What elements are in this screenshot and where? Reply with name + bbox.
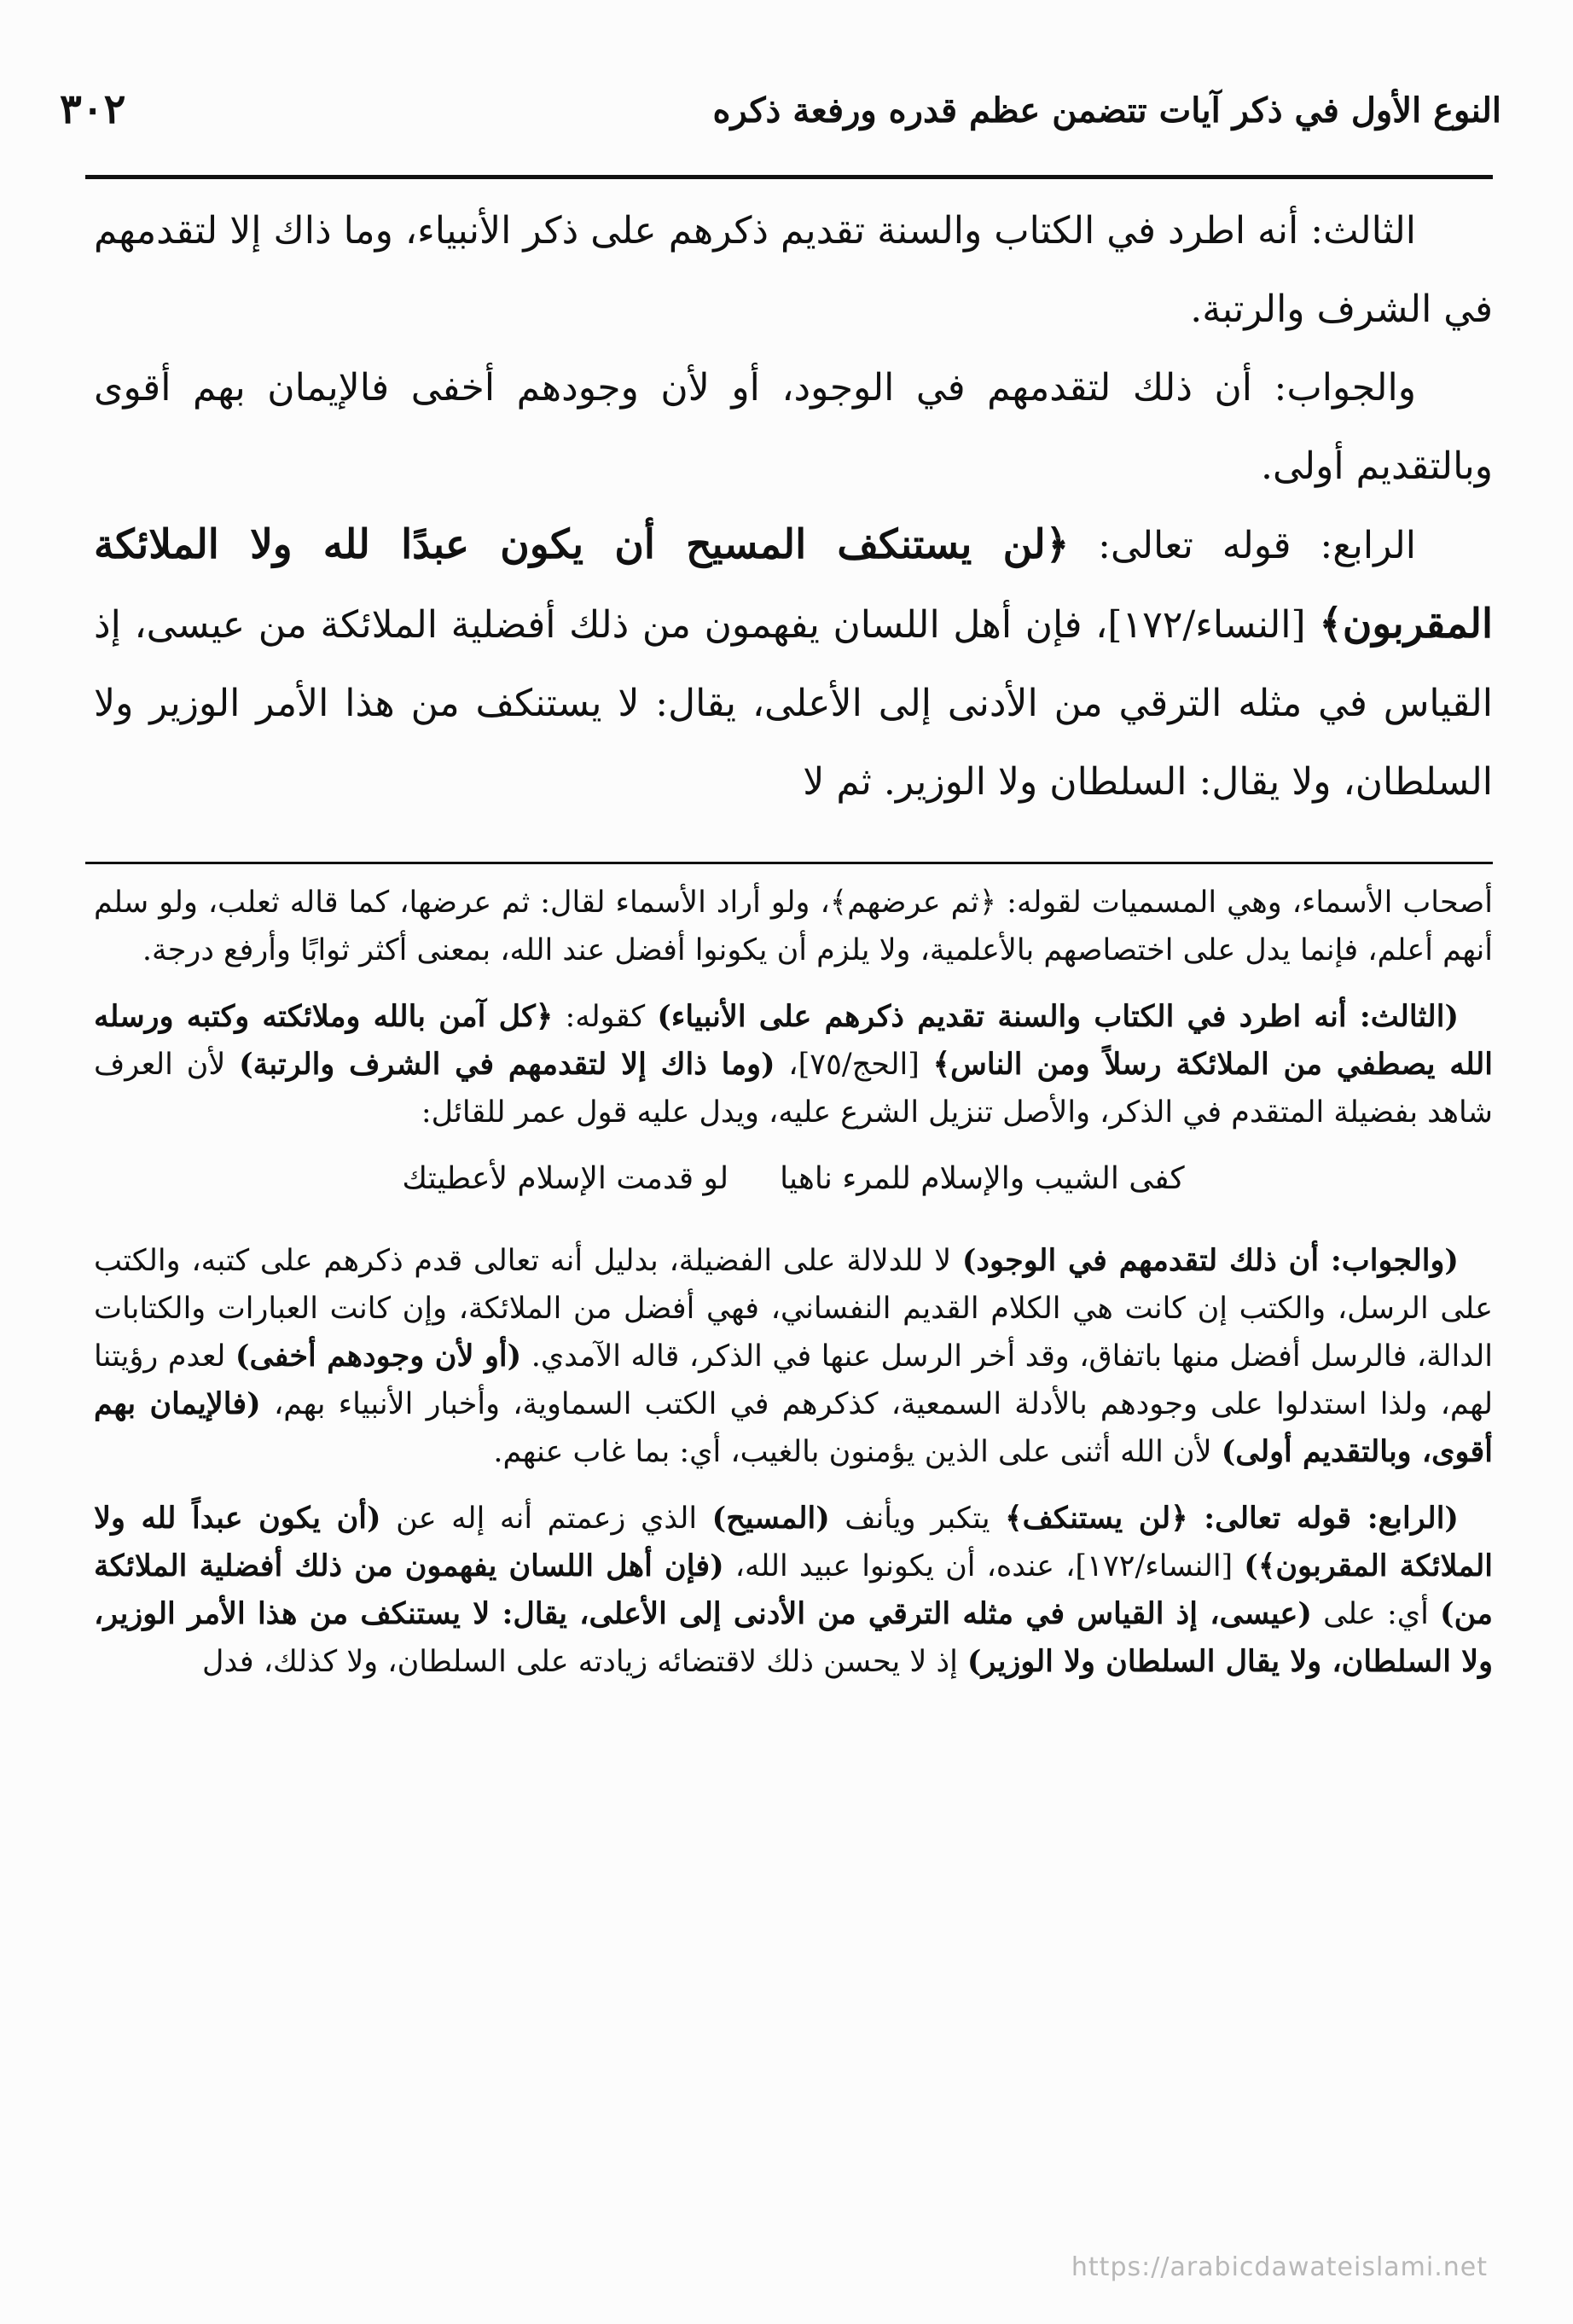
commentary-paragraph-2: [94, 993, 1493, 1136]
bold-phrase: (الرابع: قوله تعالى: ﴿لن يستنكف﴾: [1005, 1501, 1459, 1536]
text-run: لأن العرف شاهد بفضيلة المتقدم في الذكر، والأصل تنزيل الشرع عليه، ويدل عليه قول عمر للقائل:: [94, 1048, 1493, 1130]
page-number: ٣٠٢: [60, 85, 126, 133]
text-run: أي: على: [1311, 1597, 1441, 1631]
poem-verse: [94, 1155, 1493, 1203]
fourth-rest: [النساء/١٧٢]، فإن أهل اللسان يفهمون من ذلك أفضلية الملائكة من عيسى، إذ القياس في مثله الترقي من الأدنى إلى الأعلى، يقال: لا يستنكف من هذا الأمر الوزير ولا السلطان، ولا يقال: السلطان ولا الوزير. ثم لا: [94, 603, 1493, 804]
text-run: الذي زعمتم أنه إله عن: [380, 1502, 712, 1536]
main-paragraph-answer: والجواب: أن ذلك لتقدمهم في الوجود، أو لأن وجودهم أخفى فالإيمان بهم أقوى وبالتقديم أولى.: [94, 366, 1493, 488]
text-run: [النساء/١٧٢]، عنده، أن يكونوا عبيد الله،: [723, 1549, 1245, 1583]
commentary: [94, 879, 1493, 1705]
bold-phrase: (أن يكون عبداً لله ولا الملائكة المقربون﴾): [94, 1501, 1493, 1583]
running-head: النوع الأول في ذكر آيات تتضمن عظم قدره ورفعة ذكره: [712, 90, 1501, 131]
text-run: يتكبر ويأنف: [829, 1502, 1006, 1536]
text-run: لا للدلالة على الفضيلة، بدليل أنه تعالى قدم ذكرهم على كتبه، والكتب على الرسل، والكتب إن كانت هي الكلام القديم النفساني، فهي أفضل من الملائكة، وإن كانت العبارات والكتابات الدالة، فالرسل أفضل منها باتفاق، وقد أخر الرسل عنها في الذكر، قاله الآمدي.: [94, 1244, 1493, 1374]
commentary-paragraph-3: [94, 1237, 1493, 1476]
header-rule: [85, 175, 1493, 179]
quran-verse: ﴿لن يستنكف المسيح أن يكون عبدًا لله ولا الملائكة المقربون﴾: [94, 521, 1494, 648]
text-run: [الحج/٧٥]،: [775, 1048, 933, 1082]
page-header: [60, 85, 1501, 154]
bold-phrase: (الثالث: أنه اطرد في الكتاب والسنة تقديم ذكرهم على الأنبياء): [657, 999, 1459, 1034]
main-paragraph-third: الثالث: أنه اطرد في الكتاب والسنة تقديم ذكرهم على ذكر الأنبياء، وما ذاك إلا لتقدمهم في الشرف والرتبة.: [94, 209, 1493, 331]
text-run: إذ لا يحسن ذلك لاقتضائه زيادته على السلطان، ولا كذلك، فدل: [202, 1645, 967, 1679]
fourth-lead: الرابع: قوله تعالى:: [1069, 524, 1417, 567]
commentary-paragraph-1: أصحاب الأسماء، وهي المسميات لقوله: ﴿ثم عرضهم﴾، ولو أراد الأسماء لقال: ثم عرضها، كما قاله ثعلب، ولو سلم أنهم أعلم، فإنما يدل على اختصاصهم بالأعلمية، ولا يلزم أن يكونوا أفضل عند الله، بمعنى أكثر ثوابًا وأرفع درجة.: [94, 886, 1493, 967]
bold-phrase: ﴿كل آمن بالله وملائكته وكتبه ورسله الله يصطفي من الملائكة رسلاً ومن الناس﴾: [94, 999, 1494, 1082]
text-run: لعدم رؤيتنا لهم، ولذا استدلوا على وجودهم بالأدلة السمعية، كذكرهم في الكتب السماوية، وأخبار الأنبياء بهم،: [94, 1339, 1493, 1421]
bold-phrase: (المسيح): [711, 1501, 830, 1536]
poem-hemistich-left: لو قدمت الإسلام لأعطيتك: [402, 1161, 729, 1196]
main-text: [94, 192, 1493, 822]
bold-phrase: (والجواب: أن ذلك لتقدمهم في الوجود): [961, 1243, 1459, 1278]
main-paragraph-fourth: [94, 506, 1493, 822]
footnote-divider: [85, 862, 1493, 864]
commentary-paragraph-4: [94, 1495, 1493, 1686]
bold-phrase: (أو لأن وجودهم أخفى): [235, 1339, 522, 1374]
text-run: كقوله:: [553, 1000, 658, 1034]
watermark-url: https://arabicdawateislami.net: [1071, 2252, 1488, 2282]
poem-hemistich-right: كفى الشيب والإسلام للمرء ناهيا: [780, 1161, 1185, 1196]
bold-phrase: (عيسى، إذ القياس في مثله الترقي من الأدنى إلى الأعلى، يقال: لا يستنكف من هذا الأمر الوزير، ولا السلطان، ولا يقال السلطان ولا الوزير): [94, 1596, 1493, 1679]
text-run: لأن الله أثنى على الذين يؤمنون بالغيب، أي: بما غاب عنهم.: [493, 1435, 1222, 1469]
bold-phrase: (فإن أهل اللسان يفهمون من ذلك أفضلية الملائكة من): [94, 1548, 1493, 1631]
bold-phrase: (وما ذاك إلا لتقدمهم في الشرف والرتبة): [239, 1047, 775, 1082]
bold-phrase: (فالإيمان بهم أقوى، وبالتقديم أولى): [94, 1386, 1493, 1469]
